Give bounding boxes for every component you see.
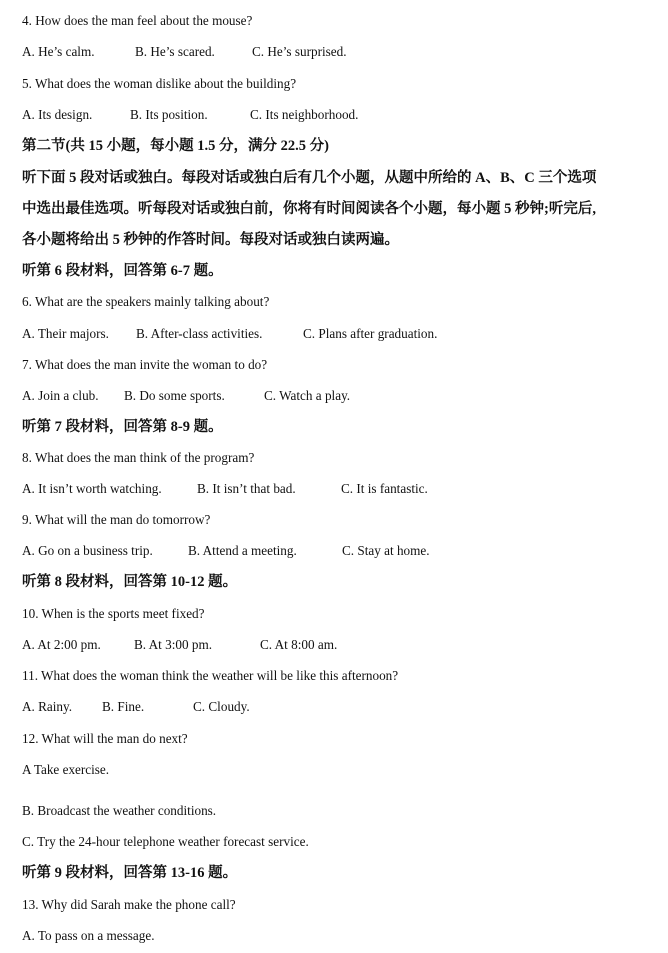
question-10-stem: 10. When is the sports meet fixed? xyxy=(22,606,205,621)
option-a: A. It isn’t worth watching. xyxy=(22,481,162,496)
question-12-option-a: A Take exercise. xyxy=(22,762,110,777)
section-2-title: 第二节(共 15 小题，每小题 1.5 分，满分 22.5 分) xyxy=(22,138,329,154)
question-6-stem: 6. What are the speakers mainly talking about? xyxy=(22,294,270,309)
option-b: B. After-class activities. xyxy=(136,326,263,341)
option-a: A. Their majors. xyxy=(22,326,109,341)
question-6-options xyxy=(22,326,437,342)
question-12-stem: 12. What will the man do next? xyxy=(22,731,188,746)
question-13-option-a: A. To pass on a message. xyxy=(22,928,155,943)
option-c: C. At 8:00 am. xyxy=(260,637,338,652)
passage-6-heading: 听第 6 段材料，回答第 6-7 题。 xyxy=(22,263,223,279)
option-a: A. Join a club. xyxy=(22,388,99,403)
question-13-stem: 13. Why did Sarah make the phone call? xyxy=(22,897,236,912)
instruction-line-2: 中选出最佳选项。听每段对话或独白前，你将有时间阅读各个小题，每小题 5 秒钟;听完后, xyxy=(22,201,596,217)
question-4-stem: 4. How does the man feel about the mouse? xyxy=(22,13,253,28)
option-c: C. Watch a play. xyxy=(264,388,351,403)
option-c: C. He’s surprised. xyxy=(252,44,347,59)
option-c: C. Plans after graduation. xyxy=(303,326,438,341)
question-10-options xyxy=(22,637,337,653)
option-a: A. Go on a business trip. xyxy=(22,543,153,558)
passage-8-heading: 听第 8 段材料，回答第 10-12 题。 xyxy=(22,574,238,590)
question-8-options xyxy=(22,481,428,497)
option-b: B. Its position. xyxy=(130,107,208,122)
question-5-options xyxy=(22,107,358,123)
option-c: C. Its neighborhood. xyxy=(250,107,359,122)
option-b: B. Fine. xyxy=(102,699,145,714)
instruction-line-1: 听下面 5 段对话或独白。每段对话或独白后有几个小题，从题中所给的 A、B、C 三个选项 xyxy=(22,170,597,186)
question-12-option-c: C. Try the 24-hour telephone weather forecast service. xyxy=(22,834,309,849)
passage-9-heading: 听第 9 段材料，回答第 13-16 题。 xyxy=(22,865,238,881)
option-b: B. Attend a meeting. xyxy=(188,543,297,558)
passage-7-heading: 听第 7 段材料，回答第 8-9 题。 xyxy=(22,419,223,435)
option-b: B. Do some sports. xyxy=(124,388,225,403)
option-a: A. At 2:00 pm. xyxy=(22,637,101,652)
option-b: B. He’s scared. xyxy=(135,44,215,59)
option-c: C. Cloudy. xyxy=(193,699,250,714)
option-c: C. Stay at home. xyxy=(342,543,430,558)
option-a: A. He’s calm. xyxy=(22,44,95,59)
question-7-options xyxy=(22,388,350,404)
instruction-line-3: 各小题将给出 5 秒钟的作答时间。每段对话或独白读两遍。 xyxy=(22,232,399,248)
question-4-options xyxy=(22,44,347,60)
option-b: B. It isn’t that bad. xyxy=(197,481,296,496)
option-b: B. At 3:00 pm. xyxy=(134,637,213,652)
question-12-option-b: B. Broadcast the weather conditions. xyxy=(22,803,217,818)
option-c: C. It is fantastic. xyxy=(341,481,428,496)
question-8-stem: 8. What does the man think of the program? xyxy=(22,450,255,465)
question-11-stem: 11. What does the woman think the weather will be like this afternoon? xyxy=(22,668,399,683)
question-9-options xyxy=(22,543,430,559)
option-a: A. Its design. xyxy=(22,107,93,122)
question-5-stem: 5. What does the woman dislike about the building? xyxy=(22,76,297,91)
question-11-options xyxy=(22,699,250,715)
question-9-stem: 9. What will the man do tomorrow? xyxy=(22,512,211,527)
question-7-stem: 7. What does the man invite the woman to do? xyxy=(22,357,268,372)
option-a: A. Rainy. xyxy=(22,699,73,714)
